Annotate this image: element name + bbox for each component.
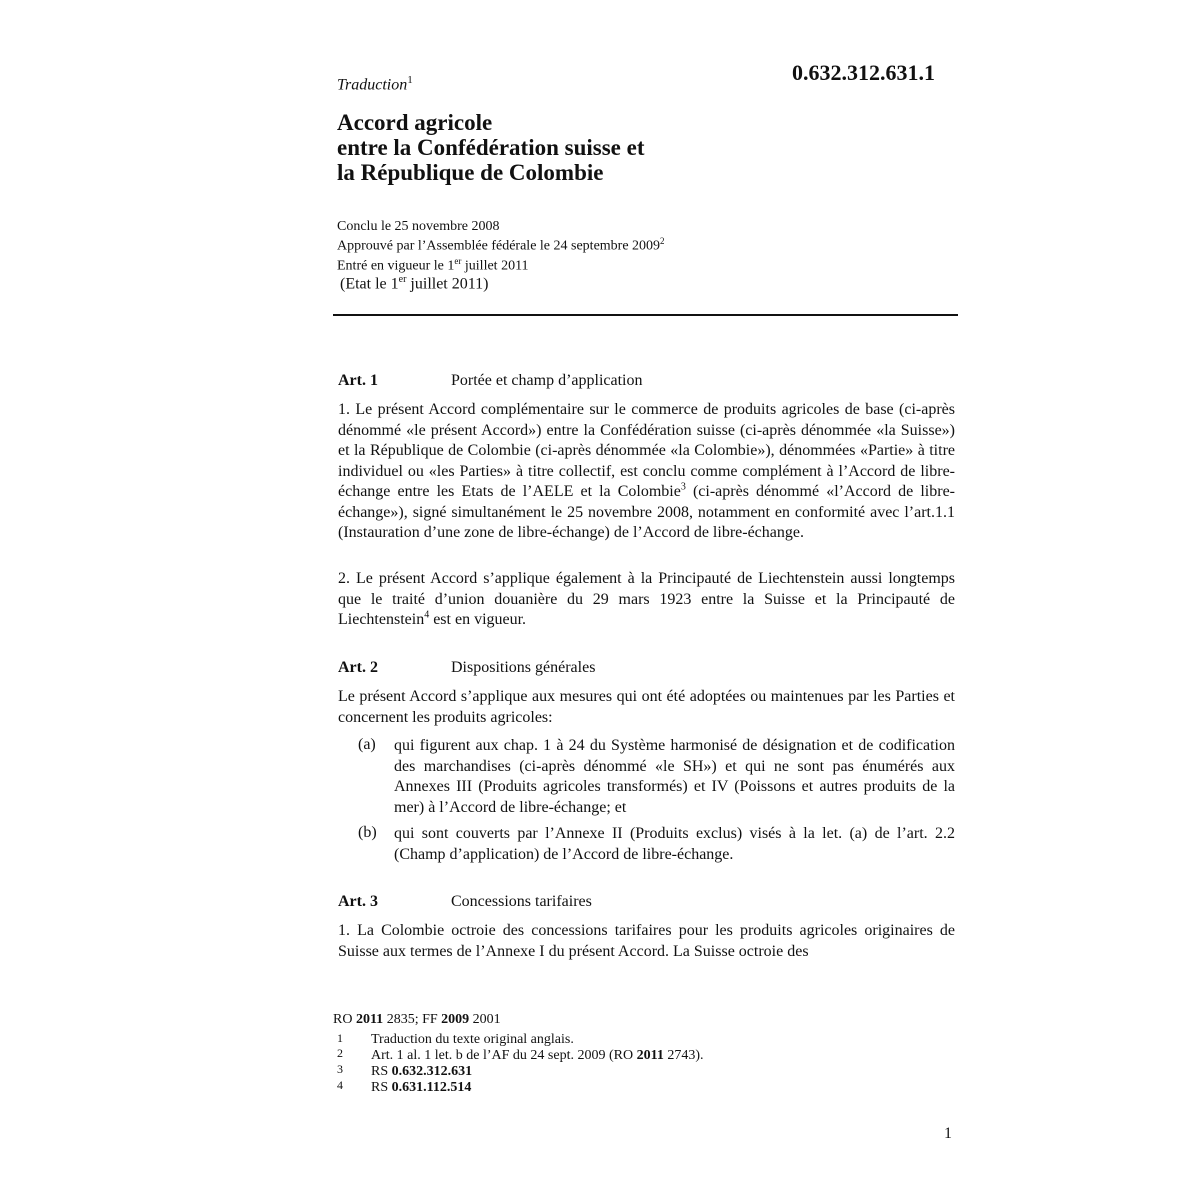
title-line-1: Accord agricole [337,110,493,135]
list-item-label-a: (a) [358,736,376,753]
article-3-paragraph-1: 1. La Colombie octroie des concessions tarifaires pour les produits agricoles originaires de Suisse aux termes de l’Annexe I du présent Accord. La Suisse octroie des [338,922,955,960]
footnote-4-number: 4 [337,1078,343,1092]
footnote-ref-4[interactable]: 4 [424,609,430,621]
page-number: 1 [944,1125,952,1142]
article-1-paragraph-1 [338,400,955,544]
status-date [340,274,488,293]
article-3-number: Art. 3 [338,893,378,910]
list-item-label-b: (b) [358,824,377,841]
document-title [337,110,644,185]
article-2-title: Dispositions générales [451,659,596,676]
article-1-p1-text-a: 1. Le présent Accord complémentaire sur le commerce de produits agricoles de base (ci-après dénommé «le présent Accord») entre la Confédération suisse (ci-après dénommée «la Suisse») et la République de Colombie (ci-après dénommée «la Colombie»), dénommées «Partie» à titre individuel ou «les Parties» à titre collectif, est conclu comme complément à l’Accord de libre-échange entre les Etats de l’AELE et la Colombie [338,401,955,500]
footnote-3-number: 3 [337,1062,343,1076]
footnote-2-text [371,1048,704,1063]
article-1-p2-text-a: 2. Le présent Accord s’applique également à la Principauté de Liechtenstein aussi longtemps que le traité d’union douanière du 29 mars 1923 entre la Suisse et la Principauté de Liechtenstein [338,570,955,628]
article-1-number: Art. 1 [338,372,378,389]
footnote-ref-1[interactable]: 1 [407,74,413,86]
list-item-text-a: qui figurent aux chap. 1 à 24 du Système harmonisé de désignation et de codification des marchandises (ci-après dénommé «le SH») et qui ne sont pas énumérés aux Annexes III (Produits agricoles transformés) et IV (Poissons et autres produits de la mer) à l’Accord de libre-échange; et [394,737,955,816]
document-meta [337,219,665,273]
title-line-2: entre la Confédération suisse et [337,135,645,160]
article-3-heading [338,893,592,911]
footnote-3-prefix: RS [371,1064,392,1079]
footnote-ref-3[interactable]: 3 [680,481,686,493]
footnote-2-text-b: 2743). [663,1048,704,1063]
ref-ro-year: 2011 [355,1012,384,1027]
article-1-paragraph-2 [338,569,955,631]
footnote-3-text [371,1064,472,1079]
footnote-1-number: 1 [337,1031,343,1045]
footnote-3-bold: 0.632.312.631 [391,1064,473,1079]
publication-reference [333,1012,501,1028]
ref-ro-label: RO [333,1012,356,1027]
article-2-heading [338,659,595,677]
status-prefix: (Etat le 1 [340,275,399,293]
ref-ff-page: 2001 [469,1012,501,1027]
approved-text: Approuvé par l’Assemblée fédérale le 24 septembre 2009 [337,238,661,254]
article-2-number: Art. 2 [338,659,378,676]
footnote-2-text-a: Art. 1 al. 1 let. b de l’AF du 24 sept. 2009 (RO [371,1048,637,1063]
article-1-heading [338,372,642,390]
title-line-3: la République de Colombie [337,160,604,185]
header-divider [333,314,958,316]
status-suffix: juillet 2011) [406,275,489,293]
in-force-suffix: juillet 2011 [461,258,529,274]
in-force-sup: er [454,255,462,266]
footnote-4-bold: 0.631.112.514 [391,1080,472,1095]
article-1-p2-text-b: est en vigueur. [429,611,527,628]
article-1-title: Portée et champ d’application [451,372,643,389]
footnote-2-bold: 2011 [636,1048,664,1063]
status-sup: er [398,274,407,285]
footnote-4-text [371,1080,471,1095]
footnote-2-number: 2 [337,1046,343,1060]
list-item-text-b: qui sont couverts par l’Annexe II (Produits exclus) visés à la let. (a) de l’art. 2.2 (Champ d’application) de l’Accord de libre-échange. [394,825,955,863]
translation-label [337,74,413,94]
ref-ro-page: 2835; FF [383,1012,442,1027]
footnote-1-text: Traduction du texte original anglais. [371,1032,574,1047]
concluded-date: Conclu le 25 novembre 2008 [337,219,500,234]
ref-ff-year: 2009 [441,1012,470,1027]
footnote-ref-2[interactable]: 2 [660,236,665,246]
sr-number: 0.632.312.631.1 [792,60,935,85]
in-force-date [337,254,665,274]
article-3-title: Concessions tarifaires [451,893,592,910]
footnote-4-prefix: RS [371,1080,392,1095]
approved-date [337,234,665,254]
article-1-p1-text-b: (ci-après dénommé «l’Accord de libre-échange»), signé simultanément le 25 novembre 2008, notamment en conformité avec l’art.1.1 (Instauration d’une zone de libre-échange) de l’Accord de libre-échange. [338,483,955,541]
article-2-intro: Le présent Accord s’applique aux mesures qui ont été adoptées ou maintenues par les Parties et concernent les produits agricoles: [338,688,955,726]
in-force-prefix: Entré en vigueur le 1 [337,258,455,274]
translation-text: Traduction [337,76,408,94]
